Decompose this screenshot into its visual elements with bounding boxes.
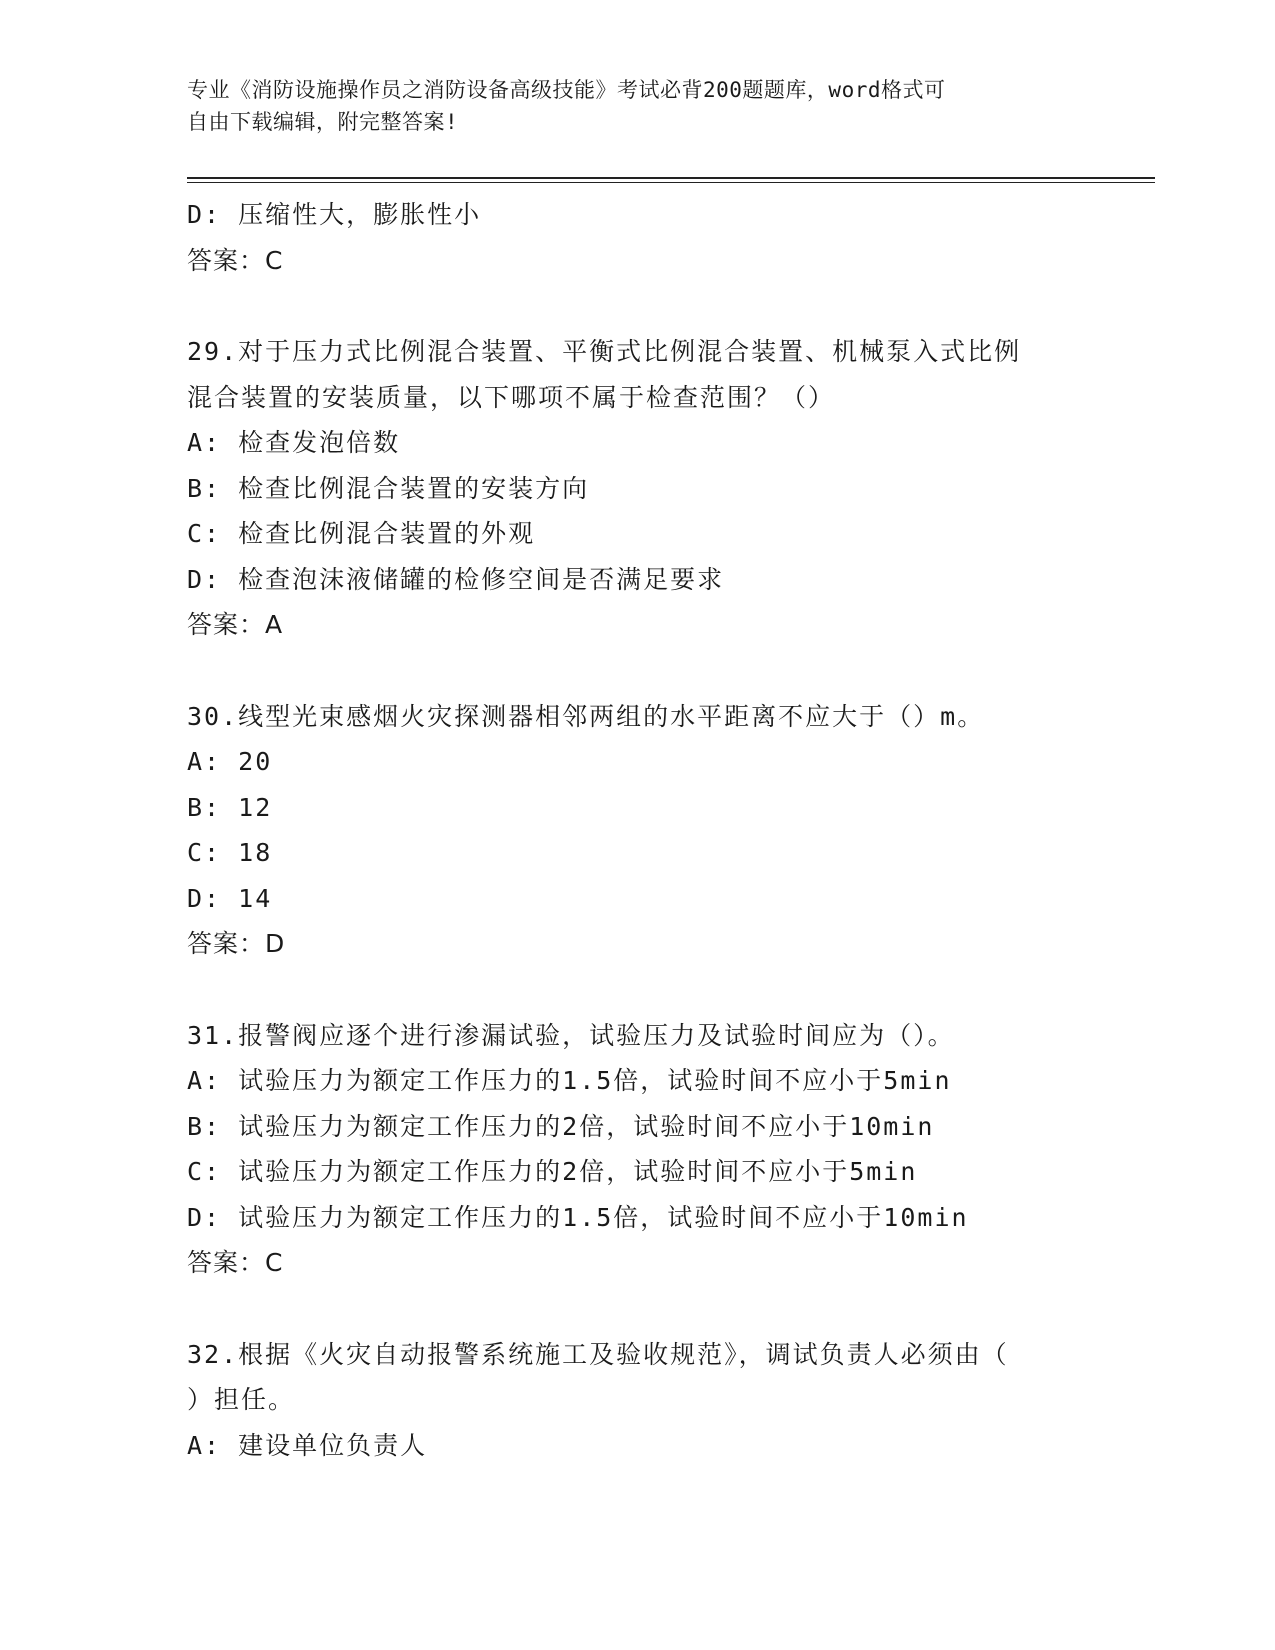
answer-line: 答案：C: [187, 1248, 284, 1277]
question-29: [187, 329, 1147, 648]
header-line-1: 专业《消防设施操作员之消防设备高级技能》考试必背200题题库，word格式可: [187, 78, 946, 102]
header-line-2: 自由下载编辑，附完整答案!: [187, 110, 459, 134]
question-stem: 29.对于压力式比例混合装置、平衡式比例混合装置、机械泵入式比例: [187, 337, 1022, 366]
spacer: [187, 283, 1147, 329]
carryover-block: [187, 192, 1147, 283]
question-30: [187, 694, 1147, 967]
option-d: D: 试验压力为额定工作压力的1.5倍，试验时间不应小于10min: [187, 1202, 969, 1232]
option-d: D: 压缩性大，膨胀性小: [187, 200, 482, 229]
question-stem: 30.线型光束感烟火灾探测器相邻两组的水平距离不应大于（）m。: [187, 701, 985, 731]
option-c: C: 检查比例混合装置的外观: [187, 519, 536, 548]
option-a: A: 建设单位负责人: [187, 1430, 428, 1460]
question-stem: ）担任。: [187, 1385, 296, 1414]
question-stem: 混合装置的安装质量，以下哪项不属于检查范围？（）: [187, 382, 836, 412]
option-b: B: 12: [187, 792, 273, 822]
header-divider-thick: [187, 177, 1155, 179]
option-a: A: 检查发泡倍数: [187, 428, 401, 457]
spacer: [187, 1286, 1147, 1332]
question-32: [187, 1332, 1147, 1469]
document-header: [187, 74, 1087, 138]
option-b: B: 检查比例混合装置的安装方向: [187, 473, 590, 503]
option-a: A: 20: [187, 747, 273, 776]
question-list: [187, 192, 1147, 1468]
question-31: [187, 1013, 1147, 1286]
spacer: [187, 967, 1147, 1013]
answer-line: 答案：D: [187, 929, 286, 958]
header-divider-thin: [187, 182, 1155, 183]
option-a: A: 试验压力为额定工作压力的1.5倍，试验时间不应小于5min: [187, 1066, 952, 1095]
spacer: [187, 648, 1147, 694]
option-d: D: 14: [187, 883, 273, 913]
option-d: D: 检查泡沫液储罐的检修空间是否满足要求: [187, 564, 725, 594]
question-stem: 32.根据《火灾自动报警系统施工及验收规范》，调试负责人必须由（: [187, 1339, 1009, 1369]
answer-line: 答案：C: [187, 245, 284, 275]
option-c: C: 18: [187, 838, 273, 867]
question-stem: 31.报警阀应逐个进行渗漏试验，试验压力及试验时间应为（）。: [187, 1020, 955, 1050]
answer-line: 答案：A: [187, 610, 284, 639]
option-c: C: 试验压力为额定工作压力的2倍，试验时间不应小于5min: [187, 1157, 918, 1186]
option-b: B: 试验压力为额定工作压力的2倍，试验时间不应小于10min: [187, 1111, 935, 1141]
